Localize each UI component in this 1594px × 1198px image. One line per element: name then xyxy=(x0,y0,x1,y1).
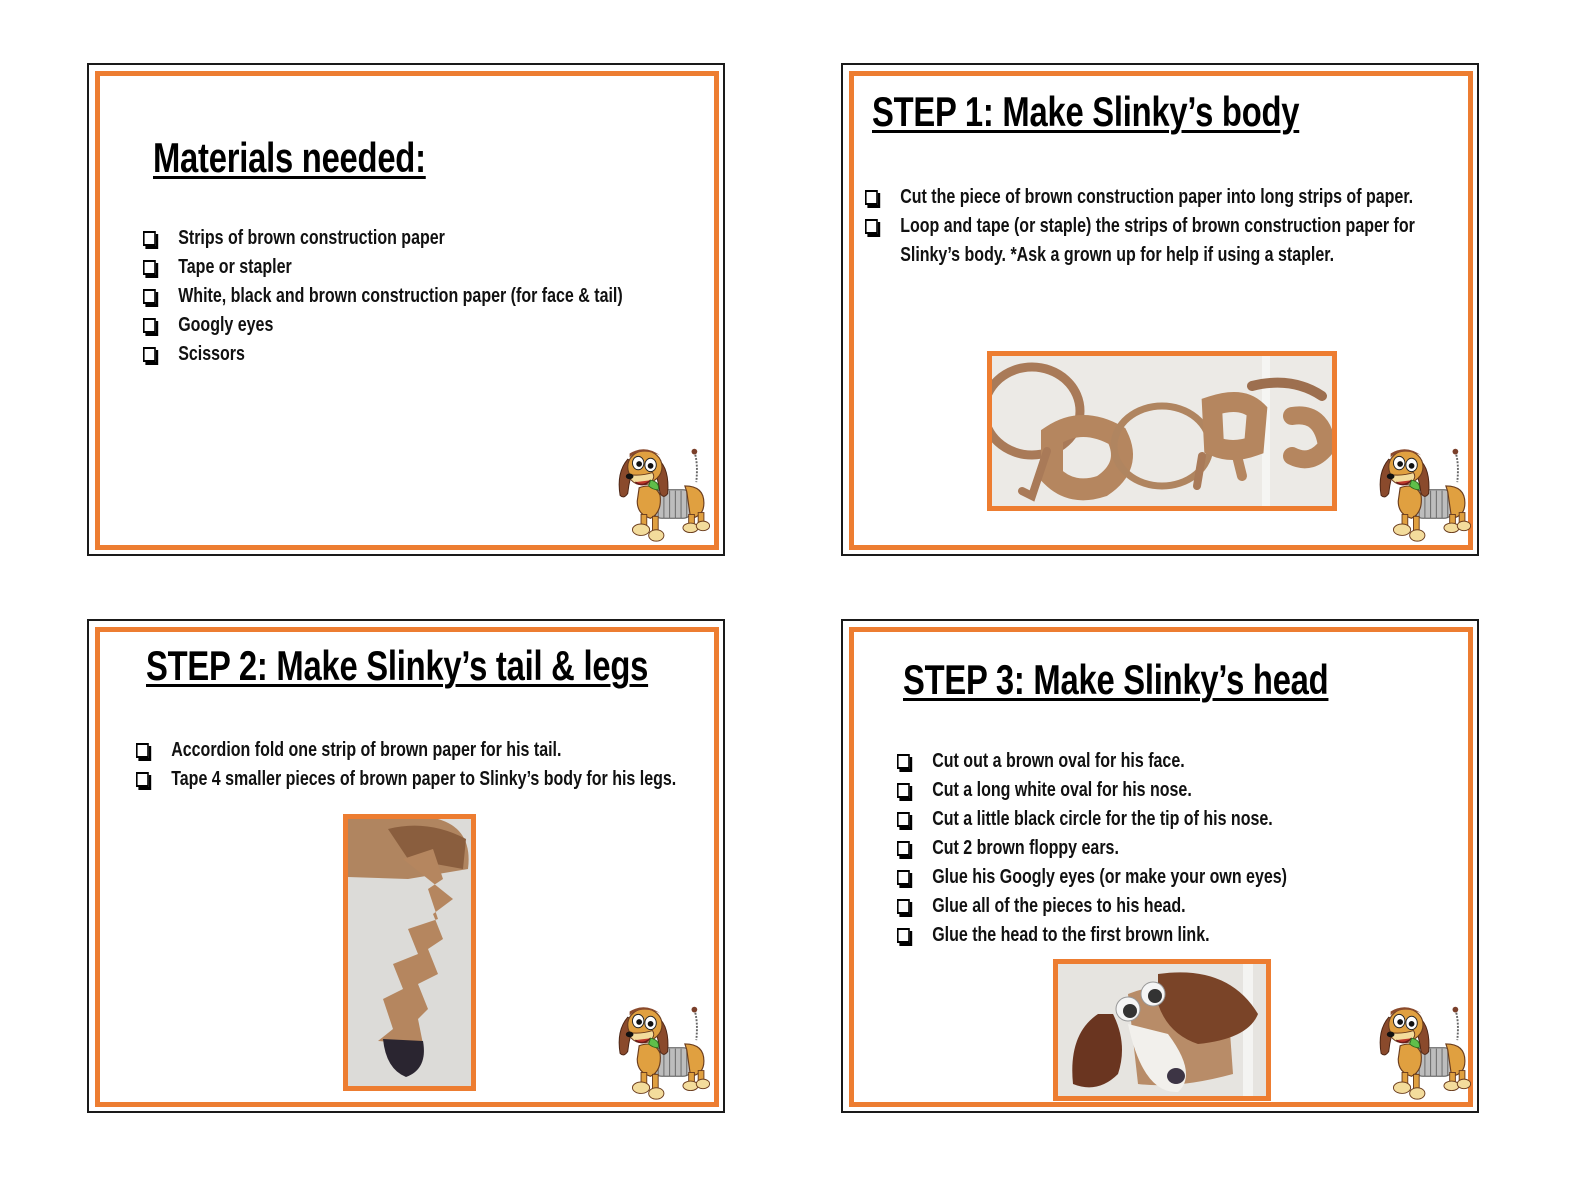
checkbox-icon xyxy=(143,347,156,362)
list-item: Glue his Googly eyes (or make your own eyes) xyxy=(897,863,1287,892)
accordion-tail-image xyxy=(348,819,471,1086)
step-2-list xyxy=(136,736,696,794)
list-item: Glue all of the pieces to his head. xyxy=(897,892,1287,921)
list-item: Cut a little black circle for the tip of his nose. xyxy=(897,805,1287,834)
slide-step-3 xyxy=(841,619,1479,1113)
checkbox-icon xyxy=(897,928,910,943)
checkbox-icon xyxy=(136,743,149,758)
list-item: Tape 4 smaller pieces of brown paper to Slinky’s body for his legs. xyxy=(136,765,696,794)
checkbox-icon xyxy=(143,231,156,246)
list-item: White, black and brown construction paper (for face & tail) xyxy=(143,282,623,311)
checkbox-icon xyxy=(897,841,910,856)
checkbox-icon xyxy=(143,260,156,275)
step-3-list xyxy=(897,747,1287,950)
slinky-dog-icon xyxy=(614,1002,710,1102)
list-item: Cut the piece of brown construction paper into long strips of paper. xyxy=(865,183,1441,212)
slide-title: STEP 1: Make Slinky’s body xyxy=(872,88,1300,135)
step-1-list xyxy=(865,183,1441,270)
slide-orange-frame xyxy=(95,627,719,1107)
list-item: Tape or stapler xyxy=(143,253,623,282)
slide-orange-frame xyxy=(95,71,719,550)
checkbox-icon xyxy=(897,754,910,769)
slide-orange-frame xyxy=(849,627,1473,1107)
slide-title: STEP 3: Make Slinky’s head xyxy=(903,656,1329,703)
list-item: Googly eyes xyxy=(143,311,623,340)
list-item: Cut out a brown oval for his face. xyxy=(897,747,1287,776)
paper-chain-image xyxy=(992,356,1332,506)
checkbox-icon xyxy=(897,870,910,885)
slinky-dog-icon xyxy=(1375,444,1471,544)
accordion-tail-photo xyxy=(343,814,476,1091)
checkbox-icon xyxy=(865,219,878,234)
list-item: Cut 2 brown floppy ears. xyxy=(897,834,1287,863)
slinky-dog-icon xyxy=(614,444,710,544)
slide-step-2 xyxy=(87,619,725,1113)
checkbox-icon xyxy=(143,318,156,333)
list-item: Strips of brown construction paper xyxy=(143,224,623,253)
list-item: Cut a long white oval for his nose. xyxy=(897,776,1287,805)
list-item: Loop and tape (or staple) the strips of brown construction paper for Slinky’s body. *Ask a grown up for help if using a stapler. xyxy=(865,212,1441,270)
slinky-dog-icon xyxy=(1375,1002,1471,1102)
list-item: Glue the head to the first brown link. xyxy=(897,921,1287,950)
list-item: Accordion fold one strip of brown paper for his tail. xyxy=(136,736,696,765)
checkbox-icon xyxy=(897,812,910,827)
paper-dog-head-image xyxy=(1058,964,1266,1096)
checkbox-icon xyxy=(136,772,149,787)
list-item: Scissors xyxy=(143,340,623,369)
paper-dog-head-photo xyxy=(1053,959,1271,1101)
slide-materials xyxy=(87,63,725,556)
checkbox-icon xyxy=(143,289,156,304)
slide-title: STEP 2: Make Slinky’s tail & legs xyxy=(146,642,649,689)
slide-orange-frame xyxy=(849,71,1473,550)
materials-list xyxy=(143,224,623,369)
checkbox-icon xyxy=(897,783,910,798)
slide-step-1 xyxy=(841,63,1479,556)
checkbox-icon xyxy=(897,899,910,914)
checkbox-icon xyxy=(865,190,878,205)
paper-chain-photo xyxy=(987,351,1337,511)
slide-title: Materials needed: xyxy=(153,134,426,181)
